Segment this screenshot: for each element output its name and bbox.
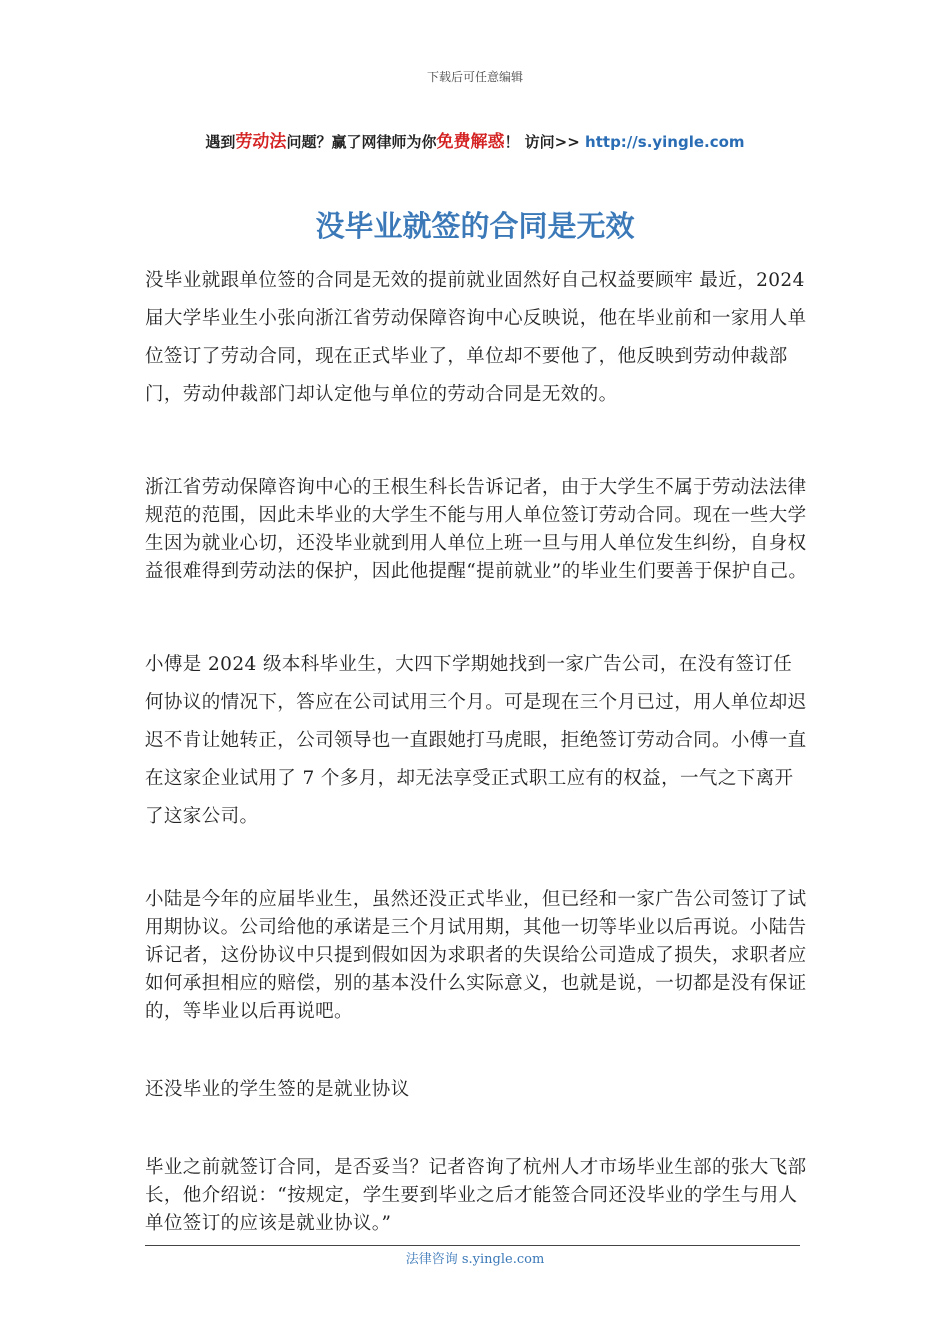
ad-prefix: 遇到 bbox=[205, 133, 236, 151]
ad-middle: 问题？赢了网律师为你 bbox=[286, 133, 437, 151]
paragraph-4: 小陆是今年的应届毕业生，虽然还没正式毕业，但已经和一家广告公司签订了试用期协议。公司给他的承诺是三个月试用期，其他一切等毕业以后再说。小陆告诉记者，这份协议中只提到假如因为求职者的失误给公司造成了损失，求职者应如何承担相应的赔偿，别的基本没什么实际意义，也就是说，一切都是没有保证的，等毕业以后再说吧。 bbox=[145, 889, 807, 1022]
ad-banner bbox=[0, 127, 950, 152]
article-body bbox=[145, 262, 809, 1238]
paragraph-1: 没毕业就跟单位签的合同是无效的提前就业固然好自己权益要顾牢 最近，2024 届大学毕业生小张向浙江省劳动保障咨询中心反映说，他在毕业前和一家用人单位签订了劳动合同，现在正式毕业了，单位却不要他了，他反映到劳动仲裁部门，劳动仲裁部门却认定他与单位的劳动合同是无效的。 bbox=[145, 270, 807, 405]
ad-highlight-free: 免费解惑 bbox=[436, 132, 505, 152]
page-title: 没毕业就签的合同是无效 bbox=[315, 209, 635, 243]
paragraph-2: 浙江省劳动保障咨询中心的王根生科长告诉记者，由于大学生不属于劳动法法律规范的范围，因此未毕业的大学生不能与用人单位签订劳动合同。现在一些大学生因为就业心切，还没毕业就到用人单位上班一旦与用人单位发生纠纷，自身权益很难得到劳动法的保护，因此他提醒“提前就业”的毕业生们要善于保护自己。 bbox=[145, 477, 808, 582]
ad-suffix: ！ 访问>> bbox=[504, 133, 586, 151]
footer-divider bbox=[145, 1245, 800, 1246]
paragraph-3: 小傅是 2024 级本科毕业生，大四下学期她找到一家广告公司，在没有签订任何协议的情况下，答应在公司试用三个月。可是现在三个月已过，用人单位却迟迟不肯让她转正，公司领导也一直跟她打马虎眼，拒绝签订劳动合同。小傅一直在这家企业试用了 7 个多月，却无法享受正式职工应有的权益，一气之下离开了这家公司。 bbox=[145, 654, 807, 827]
ad-highlight-labor-law: 劳动法 bbox=[235, 132, 287, 152]
ad-url-link[interactable]: http://s.yingle.com bbox=[585, 133, 745, 151]
footer-link[interactable]: 法律咨询 s.yingle.com bbox=[405, 1252, 545, 1267]
section-heading: 还没毕业的学生签的是就业协议 bbox=[145, 1079, 410, 1100]
header-note: 下载后可任意编辑 bbox=[426, 70, 523, 84]
paragraph-5: 毕业之前就签订合同，是否妥当？记者咨询了杭州人才市场毕业生部的张大飞部长，他介绍说：“按规定，学生要到毕业之后才能签合同还没毕业的学生与用人单位签订的应该是就业协议。” bbox=[145, 1157, 807, 1234]
